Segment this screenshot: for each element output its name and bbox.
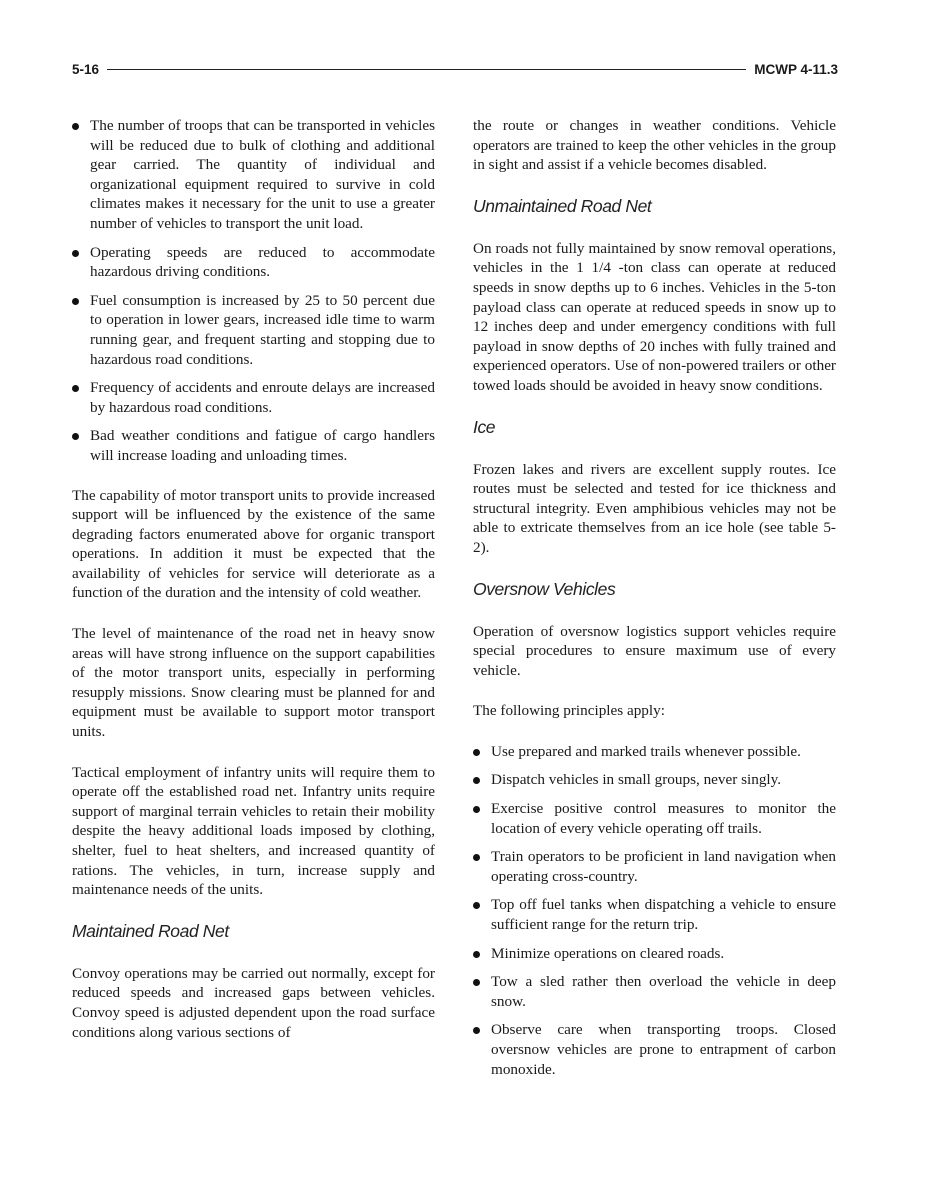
bullet-icon <box>473 777 480 784</box>
paragraph: Frozen lakes and rivers are excellent supply routes. Ice routes must be selected and tested for ice thickness and structural integrity. Even amphibious vehicles may not be able to extricate themselves from an ice hole (see table 5-2). <box>473 460 836 556</box>
paragraph: The following principles apply: <box>473 702 665 720</box>
bullet-icon <box>473 854 480 861</box>
list-item: The number of troops that can be transported in vehicles will be reduced due to bulk of clothing and additional gear carried. The quantity of individual and organizational equipment required to survive in cold climates makes it necessary for the unit to use a greater number of vehicles to transport the unit load. <box>72 116 435 234</box>
bullet-icon <box>72 250 79 257</box>
list-item: Bad weather conditions and fatigue of cargo handlers will increase loading and unloading times. <box>72 426 435 465</box>
bullet-icon <box>473 951 480 958</box>
list-item: Exercise positive control measures to monitor the location of every vehicle operating off trails. <box>473 799 836 838</box>
list-item: Use prepared and marked trails whenever possible. <box>473 742 836 762</box>
page-header <box>72 60 838 78</box>
paragraph: Tactical employment of infantry units will require them to operate off the established road net. Infantry units require support of marginal terrain vehicles to retain their mobility despite the heavy additional loads imposed by clothing, shelter, fuel to heat shelters, and increased quantity of rations. The vehicles, in turn, increase supply and maintenance needs of the units. <box>72 763 435 899</box>
section-heading-maintained-road-net: Maintained Road Net <box>72 920 229 941</box>
paragraph: Convoy operations may be carried out normally, except for reduced speeds and increased gaps between vehicles. Convoy speed is adjusted dependent upon the road surface conditions along various sections of <box>72 964 435 1041</box>
section-heading-unmaintained-road-net: Unmaintained Road Net <box>473 195 652 216</box>
header-rule <box>107 69 746 70</box>
paragraph: The level of maintenance of the road net in heavy snow areas will have strong influence on the support capabilities of the motor transport units, especially in performing resupply missions. Snow clearing must be planned for and equipment must be available to support motor transport units. <box>72 625 435 741</box>
page-number: 5-16 <box>72 61 100 77</box>
list-item: Minimize operations on cleared roads. <box>473 944 836 964</box>
oversnow-principles-list <box>473 742 836 1079</box>
paragraph: On roads not fully maintained by snow removal operations, vehicles in the 1 1/4 -ton class can operate at reduced speeds in snow depths up to 6 inches. Vehicles in the 5-ton payload class can operate at reduced speeds in snow up to 12 inches deep and under emergency conditions with full payload in snow depths of 20 inches with fully trained and experienced operators. Use of non-powered trailers or other towed loads should be avoided in heavy snow conditions. <box>473 239 836 394</box>
list-item: Observe care when transporting troops. Closed oversnow vehicles are prone to entrapment of carbon monoxide. <box>473 1020 836 1079</box>
list-item: Top off fuel tanks when dispatching a vehicle to ensure sufficient range for the return trip. <box>473 895 836 934</box>
bullet-icon <box>473 979 480 986</box>
list-item: Tow a sled rather then overload the vehicle in deep snow. <box>473 972 836 1011</box>
list-item: Dispatch vehicles in small groups, never singly. <box>473 770 836 790</box>
right-column <box>473 116 836 1099</box>
paragraph: The capability of motor transport units to provide increased support will be influenced by the existence of the same degrading factors enumerated above for organic transport operations. In addition it must be expected that the availability of vehicles for service will deteriorate as a function of the duration and the intensity of cold weather. <box>72 486 435 602</box>
list-item: Frequency of accidents and enroute delays are increased by hazardous road conditions. <box>72 378 435 417</box>
list-item: Train operators to be proficient in land navigation when operating cross-country. <box>473 847 836 886</box>
document-id: MCWP 4-11.3 <box>754 61 838 77</box>
bullet-icon <box>72 123 79 130</box>
bullet-icon <box>473 1027 480 1034</box>
bullet-icon <box>72 298 79 305</box>
left-column <box>72 116 435 1063</box>
bullet-icon <box>473 749 480 756</box>
bullet-icon <box>72 385 79 392</box>
paragraph: the route or changes in weather conditions. Vehicle operators are trained to keep the other vehicles in the group in sight and assist if a vehicle becomes disabled. <box>473 117 836 174</box>
transport-factors-list <box>72 116 435 466</box>
list-item: Operating speeds are reduced to accommodate hazardous driving conditions. <box>72 243 435 282</box>
bullet-icon <box>473 902 480 909</box>
bullet-icon <box>72 433 79 440</box>
section-heading-oversnow-vehicles: Oversnow Vehicles <box>473 578 616 599</box>
paragraph: Operation of oversnow logistics support vehicles require special procedures to ensure maximum use of every vehicle. <box>473 622 836 679</box>
list-item: Fuel consumption is increased by 25 to 50 percent due to operation in lower gears, increased idle time to warm running gear, and frequent starting and stopping due to hazardous road conditions. <box>72 291 435 369</box>
section-heading-ice: Ice <box>473 416 496 437</box>
bullet-icon <box>473 806 480 813</box>
